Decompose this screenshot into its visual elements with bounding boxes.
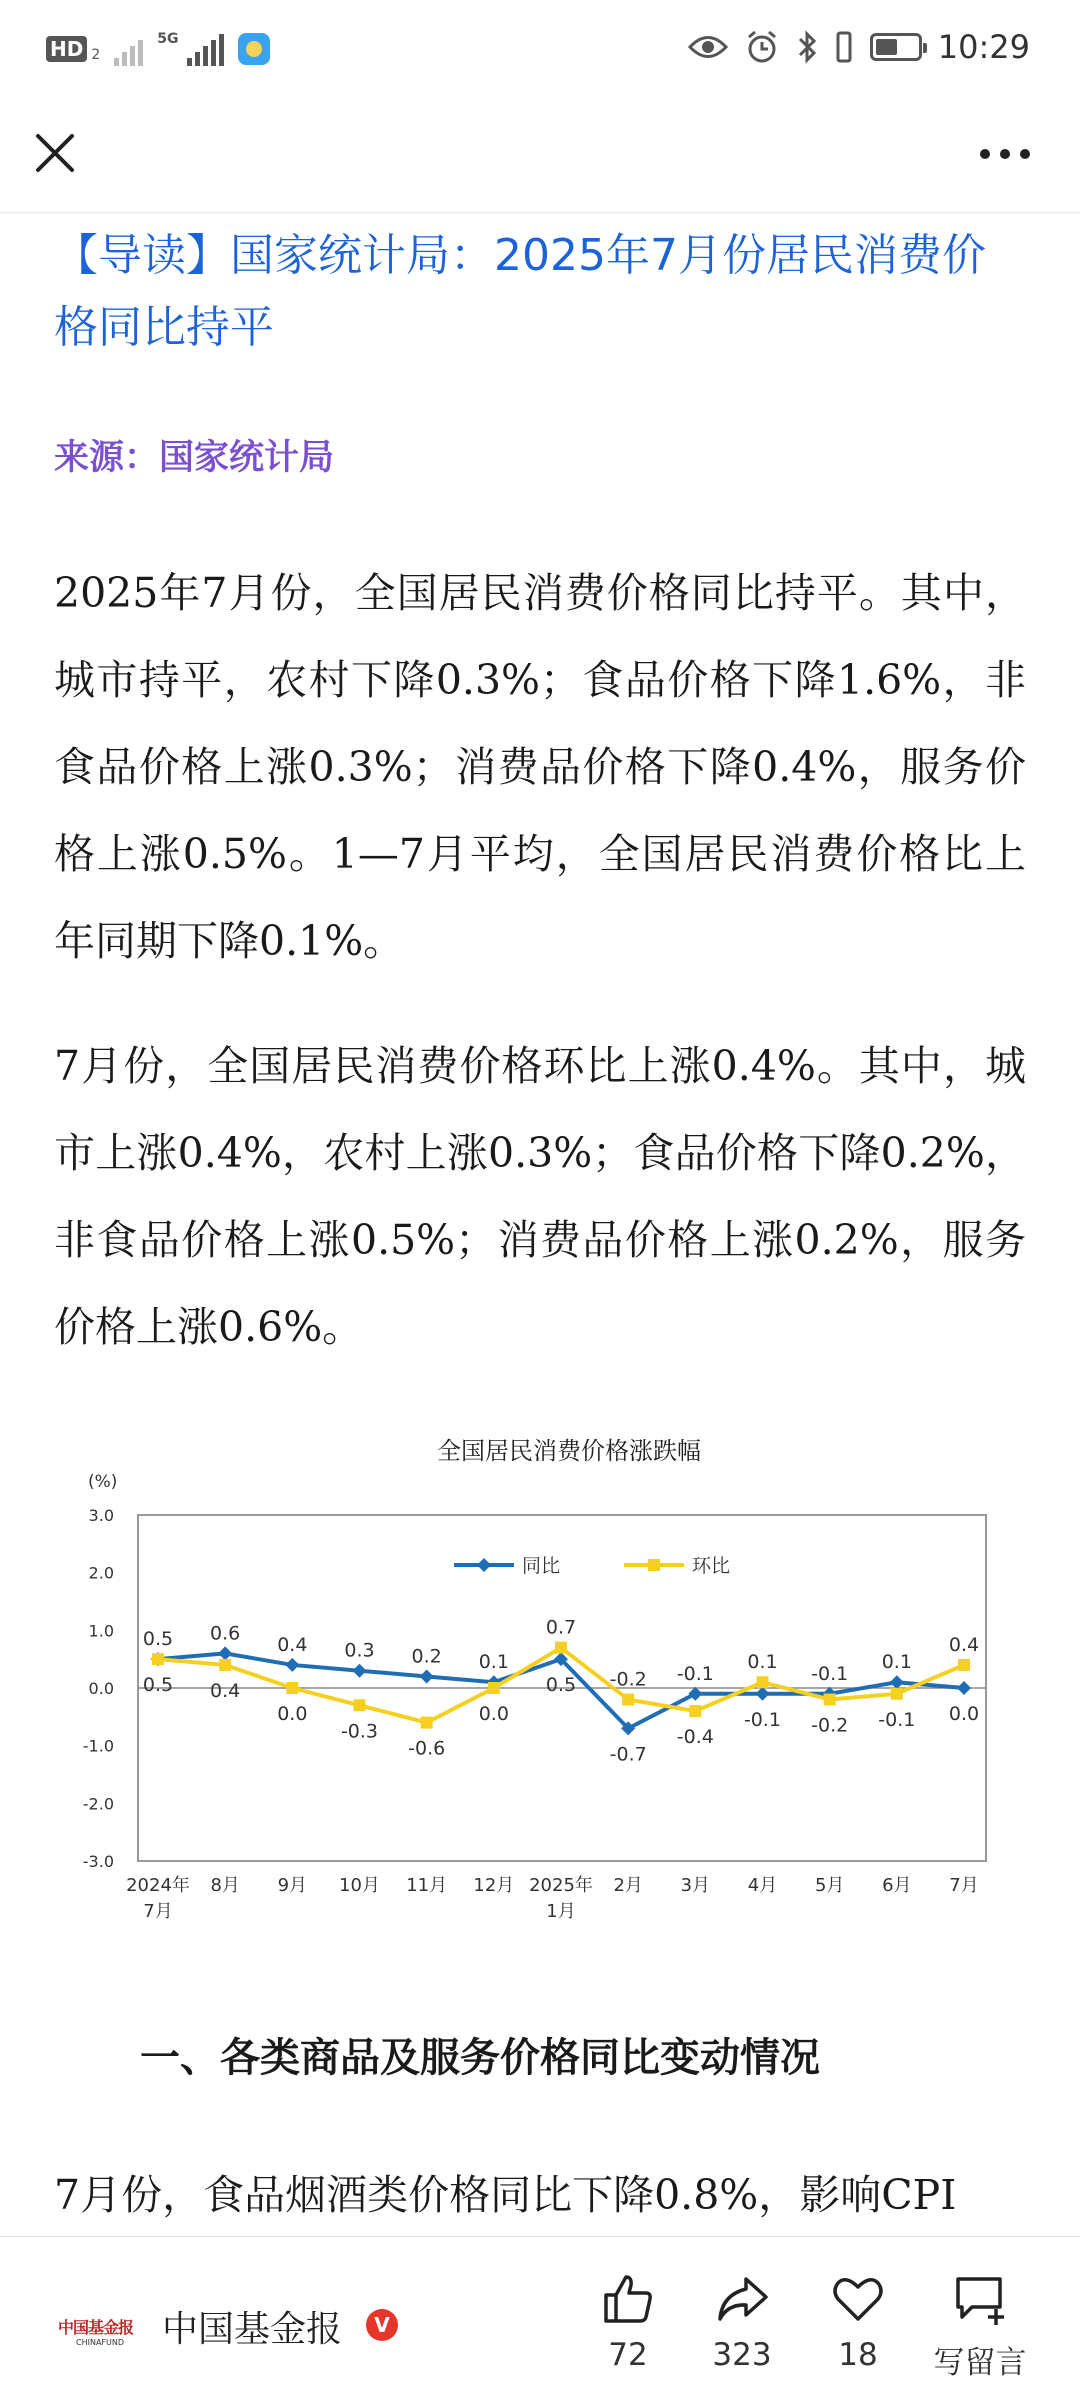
data-label: 0.1 — [881, 1651, 912, 1674]
data-label: -0.1 — [811, 1662, 849, 1685]
legend-label: 环比 — [692, 1555, 731, 1577]
data-label: -0.7 — [609, 1743, 647, 1766]
data-point — [152, 1653, 164, 1665]
data-label: 0.6 — [210, 1622, 241, 1645]
x-tick-label: 4月 — [747, 1875, 778, 1896]
data-point — [285, 1658, 299, 1672]
network-type-label: 5G — [157, 31, 179, 47]
data-point — [757, 1676, 769, 1688]
data-label: -0.4 — [676, 1726, 714, 1749]
data-point — [488, 1682, 500, 1694]
data-label: 0.3 — [344, 1639, 375, 1662]
data-point — [957, 1681, 971, 1695]
status-time: 10:29 — [937, 28, 1030, 66]
x-tick-label: 8月 — [210, 1875, 240, 1896]
verified-badge: V — [366, 2309, 398, 2341]
battery-icon — [870, 33, 922, 61]
chart-title: 全国居民消费价格涨跌幅 — [437, 1437, 701, 1465]
data-point — [218, 1646, 232, 1660]
section-heading: 一、各类商品及服务价格同比变动情况 — [140, 2035, 820, 2081]
y-tick-label: -3.0 — [82, 1852, 114, 1871]
x-tick-label: 2月 — [613, 1875, 643, 1896]
y-tick-label: 1.0 — [88, 1621, 114, 1641]
article-paragraph: 7月份，食品烟酒类价格同比下降0.8%，影响CPI — [54, 2171, 957, 2219]
data-label: 0.1 — [747, 1651, 778, 1674]
more-options-button[interactable] — [970, 134, 1040, 174]
chart-y-unit: (%) — [88, 1472, 118, 1492]
y-tick-label: 3.0 — [88, 1506, 114, 1525]
x-tick-label: 12月 — [473, 1875, 515, 1896]
data-label: 0.4 — [948, 1633, 980, 1656]
write-comment-button[interactable] — [918, 2271, 1042, 2382]
data-point — [688, 1687, 702, 1701]
y-tick-label: 0.0 — [88, 1679, 114, 1698]
share-count: 323 — [712, 2337, 772, 2373]
y-tick-label: 2.0 — [88, 1563, 114, 1583]
data-label: 0.1 — [478, 1651, 509, 1674]
account-logo[interactable]: 中国基金报 CHINAFUND — [58, 2318, 134, 2347]
heart-icon — [830, 2271, 886, 2327]
cpi-line-chart — [54, 1425, 1014, 1945]
article-body — [54, 212, 1026, 1371]
x-tick-label: 2025年 — [529, 1875, 593, 1896]
x-tick-label: 5月 — [814, 1875, 845, 1896]
vibrate-icon — [834, 30, 854, 64]
x-tick-label: 7月 — [949, 1875, 979, 1896]
bottom-action-bar — [0, 2236, 1080, 2401]
data-point — [421, 1717, 433, 1729]
signal-strength-icon — [187, 32, 224, 66]
article-source: 来源：国家统计局 — [54, 438, 335, 478]
data-point — [689, 1705, 701, 1717]
data-label: 0.4 — [210, 1679, 241, 1702]
data-label: 0.2 — [411, 1645, 442, 1668]
article-paragraph: 2025年7月份，全国居民消费价格同比持平。其中，城市持平，农村下降0.3%；食品价格下降1.6%，非食品价格上涨0.3%；消费品价格下降0.4%，服务价格上涨0.5%。1—7月平均，全国居民消费价格比上年同期下降0.1%。 — [54, 569, 1026, 965]
data-label: -0.2 — [811, 1714, 849, 1737]
article-title: 【导读】国家统计局：2025年7月份居民消费价格同比持平 — [54, 230, 986, 353]
data-label: -0.1 — [743, 1708, 782, 1731]
data-label: -0.1 — [878, 1708, 916, 1731]
comment-plus-icon — [950, 2271, 1010, 2327]
article-top-bar — [0, 100, 1080, 213]
data-label: 0.5 — [142, 1628, 174, 1651]
weather-notification-icon — [238, 33, 270, 65]
data-point — [420, 1669, 434, 1683]
x-tick-label: 3月 — [680, 1875, 711, 1896]
data-label: 0.5 — [545, 1674, 577, 1697]
account-name[interactable]: 中国基金报 — [162, 2309, 343, 2350]
legend-marker — [648, 1559, 660, 1571]
legend-label: 同比 — [522, 1555, 561, 1577]
bluetooth-icon — [796, 29, 818, 65]
data-point — [354, 1699, 366, 1711]
like-button[interactable] — [568, 2271, 688, 2373]
data-label: -0.3 — [340, 1720, 379, 1743]
close-icon — [30, 128, 80, 178]
data-label: 0.7 — [545, 1616, 577, 1639]
hd-sim-number: 2 — [91, 47, 101, 63]
share-button[interactable] — [682, 2271, 802, 2373]
article-paragraph: 7月份，全国居民消费价格环比上涨0.4%。其中，城市上涨0.4%，农村上涨0.3%；食品价格下降0.2%，非食品价格上涨0.5%；消费品价格上涨0.2%，服务价格上涨0.6%。 — [54, 1042, 1026, 1351]
favorite-count: 18 — [838, 2337, 878, 2373]
alarm-icon — [744, 29, 780, 65]
data-point — [958, 1659, 970, 1671]
data-label: 0.4 — [277, 1633, 308, 1656]
data-point — [891, 1688, 903, 1700]
y-tick-label: -1.0 — [82, 1736, 114, 1756]
status-bar — [0, 0, 1080, 100]
like-count: 72 — [608, 2337, 648, 2373]
signal-no-service-icon — [114, 32, 143, 66]
legend-marker — [477, 1558, 491, 1572]
more-dots-icon — [970, 134, 1040, 174]
close-button[interactable] — [30, 128, 80, 178]
data-label: -0.2 — [609, 1668, 647, 1691]
x-tick-label: 1月 — [546, 1901, 576, 1922]
thumbs-up-icon — [600, 2271, 656, 2327]
eye-comfort-icon — [688, 32, 728, 62]
comment-label: 写留言 — [933, 2345, 1027, 2381]
data-label: 0.0 — [277, 1703, 308, 1725]
x-tick-label: 7月 — [143, 1901, 173, 1922]
data-label: 0.0 — [948, 1703, 980, 1725]
data-point — [219, 1659, 231, 1671]
data-point — [622, 1694, 634, 1706]
x-tick-label: 9月 — [277, 1875, 308, 1896]
data-label: 0.0 — [478, 1703, 509, 1725]
x-tick-label: 11月 — [406, 1875, 448, 1896]
share-arrow-icon — [714, 2271, 770, 2327]
data-point — [890, 1675, 904, 1689]
data-point — [286, 1682, 298, 1694]
hd-voice-indicator: HD — [46, 36, 87, 62]
data-label: -0.1 — [676, 1662, 714, 1685]
data-label: -0.6 — [408, 1737, 446, 1760]
data-point — [756, 1687, 770, 1701]
data-point — [353, 1664, 367, 1678]
data-point — [555, 1642, 567, 1654]
favorite-button[interactable] — [798, 2271, 918, 2373]
x-tick-label: 10月 — [339, 1875, 380, 1896]
data-label: 0.5 — [142, 1674, 174, 1697]
x-tick-label: 2024年 — [126, 1875, 190, 1896]
y-tick-label: -2.0 — [82, 1794, 114, 1814]
cpi-chart — [54, 1425, 1014, 1945]
data-point — [824, 1694, 836, 1706]
x-tick-label: 6月 — [882, 1875, 912, 1896]
